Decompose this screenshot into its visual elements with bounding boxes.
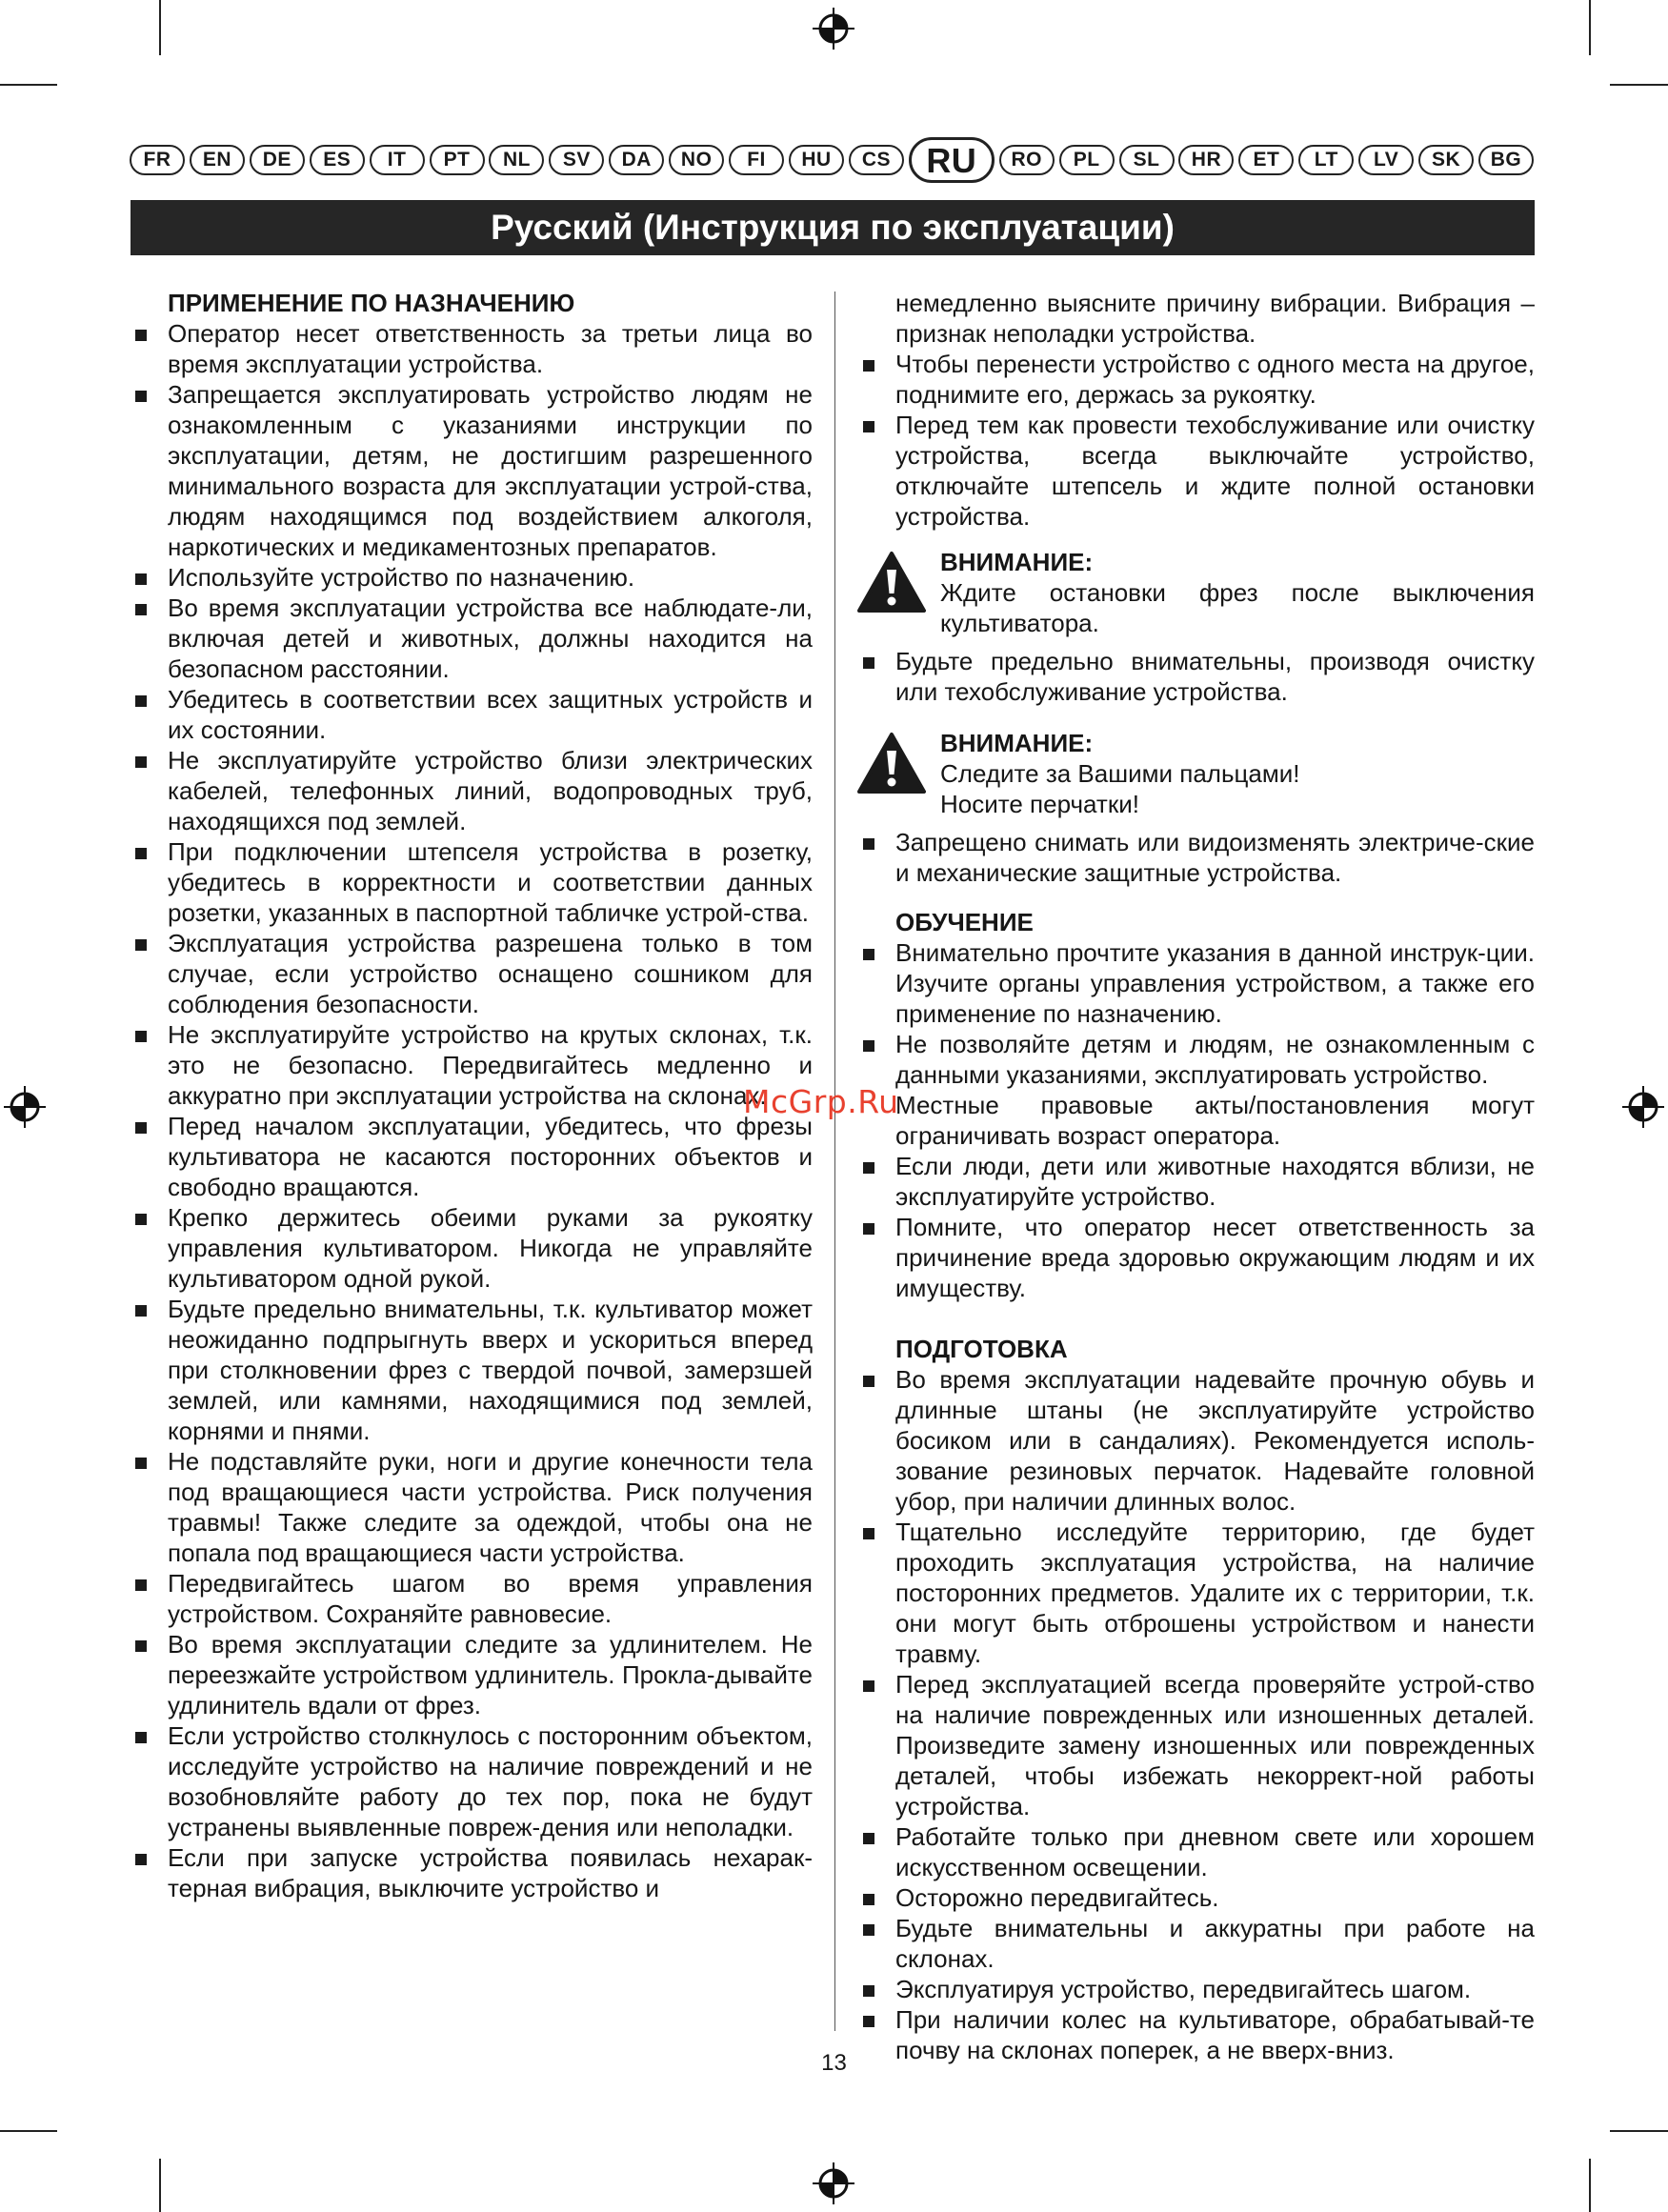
crop-mark	[159, 0, 161, 55]
list-item	[130, 1629, 813, 1720]
crop-mark	[1610, 2130, 1668, 2132]
list-item-text: Перед началом эксплуатации, убедитесь, что фрезы культиватора не касаются посторонних объектов и свободно вращаются.	[168, 1112, 813, 1201]
language-tab-nl[interactable]: NL	[489, 145, 544, 175]
warning-triangle-icon	[857, 732, 926, 794]
crop-mark	[1589, 2159, 1591, 2212]
list-item-text: Чтобы перенести устройство с одного места на другое, поднимите его, держась за рукоятку.	[895, 350, 1535, 409]
bullet-square-icon	[863, 657, 874, 669]
bullet-square-icon	[135, 1854, 147, 1865]
list-item	[857, 1821, 1535, 1882]
language-tab-no[interactable]: NO	[669, 145, 724, 175]
list-item	[130, 1111, 813, 1202]
warning-title: ВНИМАНИЕ:	[940, 729, 1094, 757]
list-item	[130, 1019, 813, 1111]
language-tab-ru[interactable]: RU	[909, 137, 995, 183]
list-item	[857, 349, 1535, 410]
crop-mark	[1589, 0, 1591, 55]
list-item-text: При наличии колес на культиваторе, обрабатывай-те почву на склонах поперек, а не вверх-вниз.	[895, 2005, 1535, 2064]
bullet-square-icon	[863, 360, 874, 372]
list-item-text: Будьте предельно внимательны, т.к. культиватор может неожиданно подпрыгнуть вверх и ускориться вперед при столкновении фрез с твердой почвой, замерзшей землей, или камнями, находящимися под землей, корнями и пнями.	[168, 1295, 813, 1445]
registration-mark-icon	[813, 2162, 854, 2204]
section-heading-training: ОБУЧЕНИЕ	[895, 908, 1034, 936]
list-item	[130, 1294, 813, 1446]
bullet-square-icon	[135, 1579, 147, 1591]
language-tab-sv[interactable]: SV	[549, 145, 604, 175]
warning-text: Следите за Вашими пальцами!	[940, 759, 1300, 788]
language-tab-da[interactable]: DA	[609, 145, 664, 175]
bullet-square-icon	[135, 695, 147, 707]
list-item-text: Во время эксплуатации надевайте прочную обувь и длинные штаны (не эксплуатируйте устройство босиком или в сандалиях). Рекомендуется исполь-зование резиновых перчаток. Надевайте головной убор, при наличии длинных волос.	[895, 1365, 1535, 1516]
language-tab-pt[interactable]: PT	[430, 145, 485, 175]
bullet-square-icon	[863, 949, 874, 960]
list-item-text: Передвигайтесь шагом во время управления устройством. Сохраняйте равновесие.	[168, 1569, 813, 1628]
list-item	[130, 318, 813, 379]
list-item-text: Если устройство столкнулось с посторонним объектом, исследуйте устройство на наличие повреждений и не возобновляйте работу до тех пор, пока не будут устранены выявленные повреж-дения или неполадки.	[168, 1721, 813, 1841]
list-item	[130, 836, 813, 928]
language-tab-cs[interactable]: CS	[849, 145, 904, 175]
bullet-square-icon	[863, 421, 874, 432]
language-tab-it[interactable]: IT	[370, 145, 425, 175]
list-item-text: Не подставляйте руки, ноги и другие конечности тела под вращающиеся части устройства. Риск получения травмы! Также следите за одеждой, чтобы она не попала под вращающиеся части устройства.	[168, 1447, 813, 1567]
bullet-square-icon	[135, 756, 147, 768]
list-item-text: Запрещается эксплуатировать устройство людям не ознакомленным с указаниями инструкции по эксплуатации, детям, не достигшим разрешенного минимального возраста для эксплуатации устрой-ства, людям находящимся под воздействием алкоголя, наркотических и медикаментозных препаратов.	[168, 380, 813, 561]
list-item	[857, 1669, 1535, 1821]
list-item-text: Используйте устройство по назначению.	[168, 563, 635, 592]
list-item	[857, 1517, 1535, 1669]
list-item-text: Убедитесь в соответствии всех защитных устройств и их состоянии.	[168, 685, 813, 744]
bullet-square-icon	[135, 939, 147, 951]
language-tab-ro[interactable]: RO	[999, 145, 1055, 175]
bullet-square-icon	[863, 838, 874, 850]
language-tab-de[interactable]: DE	[250, 145, 305, 175]
warning-text: Ждите остановки фрез после выключения культиватора.	[940, 578, 1535, 637]
list-item	[130, 593, 813, 684]
bullet-square-icon	[863, 1223, 874, 1235]
list-item	[130, 1202, 813, 1294]
list-item	[857, 1913, 1535, 1974]
bullet-square-icon	[135, 1305, 147, 1317]
crop-mark	[0, 84, 57, 86]
list-item	[857, 1364, 1535, 1517]
list-item	[857, 827, 1535, 888]
language-tab-sk[interactable]: SK	[1418, 145, 1474, 175]
language-tab-es[interactable]: ES	[310, 145, 365, 175]
list-item-text: Внимательно прочтите указания в данной инструк-ции. Изучите органы управления устройством, а также его применение по назначению.	[895, 938, 1535, 1028]
language-tab-lv[interactable]: LV	[1358, 145, 1414, 175]
watermark: McGrp.Ru	[743, 1083, 899, 1120]
bullet-square-icon	[135, 391, 147, 402]
warning-text: Носите перчатки!	[940, 790, 1139, 818]
list-item-text: Работайте только при дневном свете или хорошем искусственном освещении.	[895, 1822, 1535, 1881]
bullet-square-icon	[863, 1040, 874, 1052]
bullet-square-icon	[863, 1833, 874, 1844]
language-tab-pl[interactable]: PL	[1059, 145, 1115, 175]
registration-mark-icon	[813, 8, 854, 50]
list-item	[857, 646, 1535, 707]
warning-block	[857, 728, 1535, 819]
bullet-square-icon	[863, 2016, 874, 2027]
language-tab-sl[interactable]: SL	[1119, 145, 1175, 175]
list-item	[130, 379, 813, 562]
list-item-text: Если при запуске устройства появилась нехарак-терная вибрация, выключите устройство и	[168, 1843, 813, 1902]
list-item-text: Если люди, дети или животные находятся вблизи, не эксплуатируйте устройство.	[895, 1152, 1535, 1211]
language-tab-hr[interactable]: HR	[1178, 145, 1234, 175]
bullet-square-icon	[135, 1640, 147, 1652]
list-item-text: Во время эксплуатации следите за удлинителем. Не переезжайте устройством удлинитель. Прокла-дывайте удлинитель вдали от фрез.	[168, 1630, 813, 1719]
list-item-text: Перед тем как провести техобслуживание или очистку устройства, всегда выключайте устройство, отключайте штепсель и ждите полной остановки устройства.	[895, 411, 1535, 531]
crop-mark	[0, 2130, 57, 2132]
section-heading-preparation: ПОДГОТОВКА	[895, 1335, 1068, 1363]
bullet-square-icon	[135, 1122, 147, 1134]
bullet-square-icon	[135, 1031, 147, 1042]
bullet-square-icon	[135, 573, 147, 585]
list-item-text: Тщательно исследуйте территорию, где будет проходить эксплуатация устройства, на наличие посторонних предметов. Удалите их с территории, т.к. они могут быть отброшены устройством и нанести травму.	[895, 1518, 1535, 1668]
language-tab-lt[interactable]: LT	[1298, 145, 1354, 175]
list-item-text: Во время эксплуатации устройства все наблюдате-ли, включая детей и животных, должны находится на безопасном расстоянии.	[168, 593, 813, 683]
page-title: Русский (Инструкция по эксплуатации)	[131, 200, 1535, 255]
language-tab-fr[interactable]: FR	[130, 145, 185, 175]
language-tabs	[130, 141, 1534, 180]
list-item-text: Запрещено снимать или видоизменять электриче-ские и механические защитные устройства.	[895, 828, 1535, 887]
bullet-square-icon	[135, 1458, 147, 1469]
bullet-square-icon	[135, 330, 147, 341]
bullet-square-icon	[863, 1985, 874, 1997]
list-item-text: Оператор несет ответственность за третьи лица во время эксплуатации устройства.	[168, 319, 813, 378]
list-item-text: Помните, что оператор несет ответственность за причинение вреда здоровью окружающим людям и их имуществу.	[895, 1213, 1535, 1302]
list-item	[130, 1568, 813, 1629]
list-item-text: Будьте внимательны и аккуратны при работе на склонах.	[895, 1914, 1535, 1973]
list-item	[857, 1212, 1535, 1303]
list-item	[130, 1842, 813, 1903]
warning-title: ВНИМАНИЕ:	[940, 548, 1094, 576]
list-item	[130, 684, 813, 745]
crop-mark	[1610, 84, 1668, 86]
list-item-text: Перед эксплуатацией всегда проверяйте устрой-ство на наличие поврежденных или изношенных деталей. Произведите замену изношенных или поврежденных деталей, чтобы избежать некоррект-ной работы устройства.	[895, 1670, 1535, 1820]
list-item	[857, 1029, 1535, 1090]
bullet-square-icon	[863, 1376, 874, 1387]
list-item	[857, 1151, 1535, 1212]
language-tab-fi[interactable]: FI	[729, 145, 784, 175]
list-item	[130, 745, 813, 836]
bullet-square-icon	[135, 1732, 147, 1743]
list-item	[130, 928, 813, 1019]
section-heading-intended-use: ПРИМЕНЕНИЕ ПО НАЗНАЧЕНИЮ	[168, 289, 575, 317]
list-item	[130, 1720, 813, 1842]
list-item-text: Будьте предельно внимательны, производя очистку или техобслуживание устройства.	[895, 647, 1535, 706]
bullet-square-icon	[863, 1924, 874, 1936]
bullet-square-icon	[863, 1894, 874, 1905]
language-tab-hu[interactable]: HU	[789, 145, 844, 175]
list-item	[857, 1974, 1535, 2004]
list-item-text: Эксплуатация устройства разрешена только в том случае, если устройство оснащено сошником для соблюдения безопасности.	[168, 929, 813, 1018]
bullet-square-icon	[863, 1680, 874, 1692]
training-note: Местные правовые акты/постановления могут ограничивать возраст оператора.	[895, 1091, 1535, 1150]
list-item	[857, 1882, 1535, 1913]
bullet-square-icon	[135, 604, 147, 615]
page-number: 13	[821, 2050, 847, 2076]
warning-block	[857, 547, 1535, 638]
list-item-text: Осторожно передвигайтесь.	[895, 1883, 1219, 1912]
list-item-text: Не эксплуатируйте устройство близи электрических кабелей, телефонных линий, водопроводных труб, находящихся под землей.	[168, 746, 813, 835]
column-divider	[834, 292, 835, 2031]
list-item-text: Не эксплуатируйте устройство на крутых склонах, т.к. это не безопасно. Передвигайтесь медленно и аккуратно при эксплуатации устройства на склонах.	[168, 1020, 813, 1110]
list-item-text: При подключении штепселя устройства в розетку, убедитесь в корректности и соответствии данных розетки, указанных в паспортной табличке устрой-ства.	[168, 837, 813, 927]
left-column	[130, 288, 813, 1903]
list-item	[857, 410, 1535, 532]
right-column	[857, 288, 1535, 2065]
list-item-text: Эксплуатируя устройство, передвигайтесь шагом.	[895, 1975, 1472, 2003]
language-tab-et[interactable]: ET	[1238, 145, 1294, 175]
crop-mark	[159, 2159, 161, 2212]
language-tab-bg[interactable]: BG	[1478, 145, 1534, 175]
list-item-text: Не позволяйте детям и людям, не ознакомленным с данными указаниями, эксплуатировать устройство.	[895, 1030, 1535, 1089]
bullet-square-icon	[135, 1214, 147, 1225]
warning-triangle-icon	[857, 551, 926, 613]
registration-mark-icon	[1622, 1086, 1664, 1128]
bullet-square-icon	[863, 1528, 874, 1539]
registration-mark-icon	[4, 1086, 46, 1128]
bullet-square-icon	[135, 848, 147, 859]
continued-text: немедленно выясните причину вибрации. Вибрация – признак неполадки устройства.	[895, 289, 1535, 348]
language-tab-en[interactable]: EN	[190, 145, 245, 175]
list-item	[130, 1446, 813, 1568]
list-item	[130, 562, 813, 593]
list-item	[857, 937, 1535, 1029]
list-item-text: Крепко держитесь обеими руками за рукоятку управления культиватором. Никогда не управляйте культиватором одной рукой.	[168, 1203, 813, 1293]
bullet-square-icon	[863, 1162, 874, 1174]
